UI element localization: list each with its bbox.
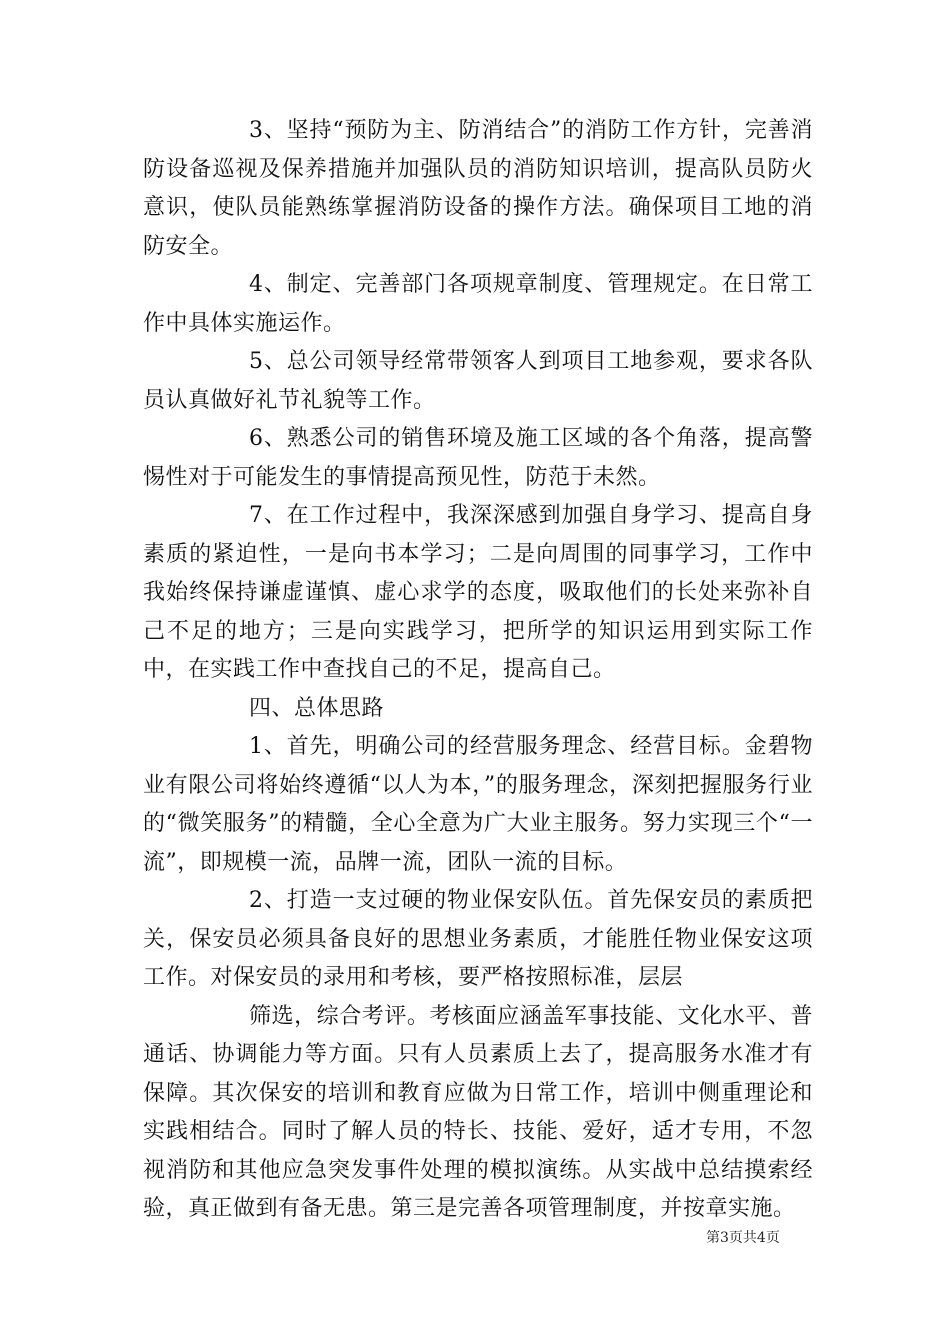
paragraph-idea-1: 1、首先，明确公司的经营服务理念、经营目标。金碧物业有限公司将始终遵循“以人为本，”的服务理念，深刻把握服务行业的“微笑服务”的精髓，全心全意为广大业主服务。努力实现三个“一流”，即规模一流，品牌一流，团队一流的目标。 — [143, 734, 813, 875]
paragraph-idea-2: 2、打造一支过硬的物业保安队伍。首先保安员的素质把关，保安员必须具备良好的思想业务素质，才能胜任物业保安这项工作。对保安员的录用和考核，要严格按照标准，层层 — [143, 888, 813, 990]
section-heading: 四、总体思路 — [249, 695, 385, 721]
paragraph-item-4: 4、制定、完善部门各项规章制度、管理规定。在日常工作中具体实施运作。 — [143, 272, 813, 336]
page-number-footer: 第3页共4页 — [706, 1230, 780, 1246]
paragraph-item-6: 6、熟悉公司的销售环境及施工区域的各个角落，提高警惕性对于可能发生的事情提高预见性，防范于未然。 — [143, 426, 813, 490]
paragraph-idea-2-continued: 筛选，综合考评。考核面应涵盖军事技能、文化水平、普通话、协调能力等方面。只有人员素质上去了，提高服务水准才有保障。其次保安的培训和教育应做为日常工作，培训中侧重理论和实践相结合。同时了解人员的特长、技能、爱好，适才专用，不忽视消防和其他应急突发事件处理的模拟演练。从实战中总结摸索经验，真正做到有备无患。第三是完善各项管理制度，并按章实施。 — [143, 1003, 813, 1221]
paragraph-item-3: 3、坚持“预防为主、防消结合”的消防工作方针，完善消防设备巡视及保养措施并加强队员的消防知识培训，提高队员防火意识，使队员能熟练掌握消防设备的操作方法。确保项目工地的消防安全。 — [143, 118, 813, 259]
paragraph-item-7: 7、在工作过程中，我深深感到加强自身学习、提高自身素质的紧迫性，一是向书本学习；二是向周围的同事学习，工作中我始终保持谦虚谨慎、虚心求学的态度，吸取他们的长处来弥补自己不足的地方；三是向实践学习，把所学的知识运用到实际工作中，在实践工作中查找自己的不足，提高自己。 — [143, 503, 813, 682]
document-body — [143, 112, 813, 1229]
paragraph-item-5: 5、总公司领导经常带领客人到项目工地参观，要求各队员认真做好礼节礼貌等工作。 — [143, 349, 813, 413]
